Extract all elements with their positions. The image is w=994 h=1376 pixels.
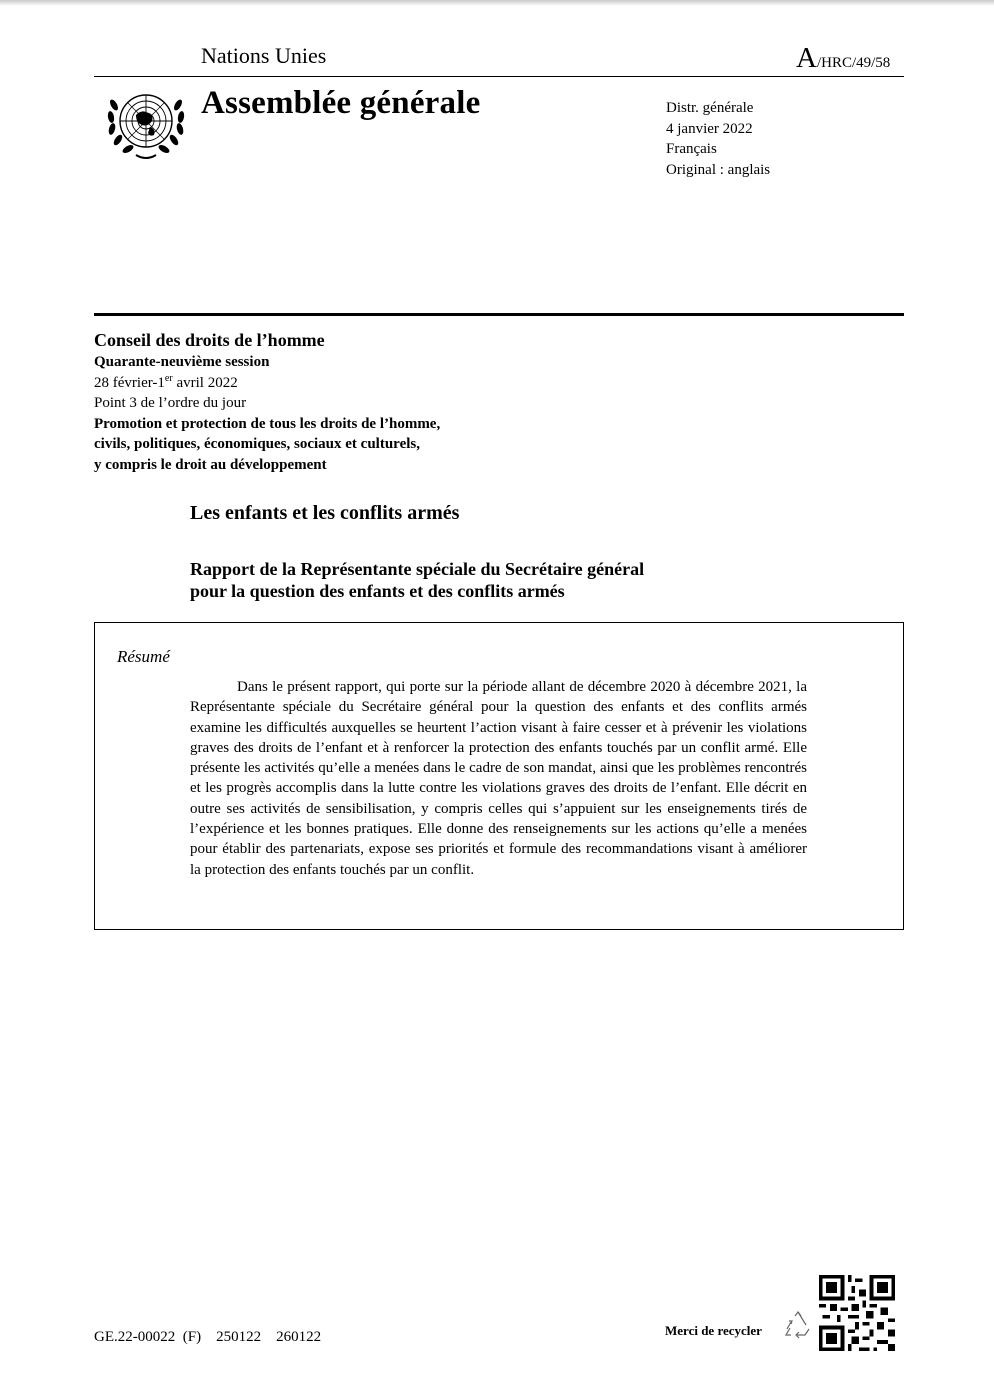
agenda-item: Point 3 de l’ordre du jour [94,395,247,411]
distribution-block [666,98,770,180]
un-emblem-icon [100,85,192,165]
dates-start: 28 février-1 [94,374,165,391]
organization-name: Nations Unies [201,43,327,68]
symbol-rest: /HRC/49/58 [816,55,891,71]
session-name: Quarante-neuvième session [94,354,270,370]
document-subtitle [190,558,644,602]
session-dates [94,373,440,394]
job-number: GE.22-00022 (F) 250122 260122 [94,1329,322,1345]
agenda-item-title-line: y compris le droit au développement [94,456,327,473]
dates-end: avril 2022 [172,374,238,391]
agenda-item-title-line: Promotion et protection de tous les droits de l’homme, [94,415,441,432]
document-symbol [796,42,890,75]
distribution-date: 4 janvier 2022 [666,120,753,137]
header-rule [94,76,904,77]
agenda-block [94,328,440,475]
body-name: Assemblée générale [201,85,481,121]
section-rule [94,313,904,316]
qr-code-icon [819,1275,895,1351]
page-top-shadow [0,0,994,6]
recycle-icon [782,1310,814,1342]
document-title: Les enfants et les conflits armés [190,502,460,524]
agenda-item-title-line: civils, politiques, économiques, sociaux et culturels, [94,436,420,452]
summary-heading: Résumé [117,647,170,666]
council-name: Conseil des droits de l’homme [94,330,325,350]
distribution-original: Original : anglais [666,161,771,178]
recycle-label: Merci de recycler [665,1323,762,1338]
distribution-type: Distr. générale [666,100,754,116]
dates-superscript: er [164,372,173,384]
symbol-prefix: A [796,42,817,74]
subtitle-line: Rapport de la Représentante spéciale du Secrétaire général [190,559,645,579]
summary-text: Dans le présent rapport, qui porte sur la période allant de décembre 2020 à décembre 2021, la Représentante spéciale du Secrétaire général pour la question des enfants et des conflits armés examine les difficultés auxquelles se heurtent l’action visant à faire cesser et à prévenir les violations graves des droits de l’enfant et à renforcer la protection des enfants touchés par un conflit armé. Elle présente les activités qu’elle a menées dans le cadre de son mandat, ainsi que les problèmes rencontrés et les progrès accomplis dans la lutte contre les violations graves des droits de l’enfant. Elle décrit en outre ses activités de sensibilisation, y compris celles qui s’appuient sur les enseignements tirés de l’expérience et les bonnes pratiques. Elle donne des renseignements sur les actions qu’elle a menées pour établir des partenariats, expose ses priorités et formule des recommandations visant à améliorer la protection des enfants touchés par un conflit. [190,679,807,878]
subtitle-line: pour la question des enfants et des conflits armés [190,581,565,601]
distribution-language: Français [666,141,717,157]
